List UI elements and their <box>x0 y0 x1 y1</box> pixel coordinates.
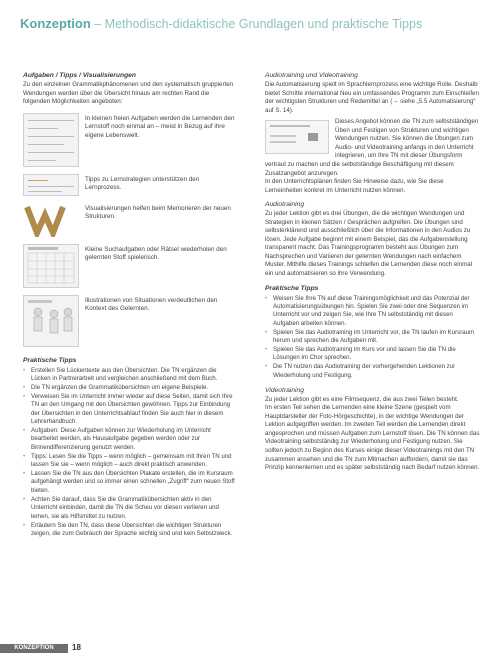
audio-box-text: Dieses Angebot können die TN zum selbstständigen Üben und Festigen von Strukturen und wichtigen Wendungen nutzen. Sie können die Übungen zum Audio- und Videotraining anfangs in den Unterricht integrieren, um Ihre TN mit dieser Übungsform vertraut zu machen und die selbstständige Beschäftigung mit diesem Zusatzangebot anzuregen. <box>265 118 479 177</box>
footer-section-tag: KONZEPTION <box>0 644 68 653</box>
list-item: • Erläutern Sie den TN, dass diese Übersichten die wichtigen Strukturen zeigen, die zum Gebrauch der Sprache wichtig sind und kein Selbstzweck. <box>23 522 235 539</box>
videotraining-text: Zu jeder Lektion gibt es eine Filmsequenz, die aus zwei Teilen besteht. Im ersten Teil sehen die Lernenden eine kleine Szene (gespielt vom Hauptdarsteller der Foto-Hörgeschichte), in der wichtige Wendungen der Lektion aufgegriffen werden. Im zweiten Teil werden die Lernenden direkt angesprochen und müssen Aufgaben zum Lernstoff lösen. Die TN können das Videotraining selbstständig zur Wiederholung und Festigung nutzen. Sie sollten jedoch zu Beginn des Kurses einige dieser Videotrainings mit den TN zusammen ansehen und die TN zum Mitmachen auffordern, damit sie das Prinzip kennenlernen und es später selbstständig nach Bedarf nutzen können. <box>265 395 480 472</box>
aufgaben-thumbnail <box>23 113 79 167</box>
grid-puzzle-icon <box>24 245 78 287</box>
list-item: • Spielen Sie das Audiotraining im Unterricht vor, die TN laufen im Kursraum herum und sprechen die Aufgaben mit. <box>265 329 480 346</box>
aufgaben-intro: Zu den einzelnen Grammatikphänomenen und den systematisch gruppierten Wendungen werden über die Übersicht hinaus am rechten Rand die folgenden Möglichkeiten angeboten: <box>23 81 234 106</box>
list-item: • Die TN ergänzen die Grammatikübersichten um eigene Beispiele. <box>23 384 235 392</box>
praktische-tipps-heading-right: Praktische Tipps <box>265 284 319 292</box>
right-column <box>265 72 480 473</box>
audio-training-thumbnail <box>265 120 329 154</box>
praktische-tipps-heading-left: Praktische Tipps <box>23 356 77 364</box>
feature-text-tipps: Tipps zu Lernstrategien unterstützen den Lernprozess. <box>85 175 200 192</box>
page-footer <box>0 644 500 653</box>
feature-visualisierung <box>23 203 235 237</box>
section-subtitle: – Methodisch-didaktische Grundlagen und praktische Tipps <box>90 17 423 31</box>
big-letter-w-icon <box>23 203 79 237</box>
feature-text-suchaufgaben: Kleine Suchaufgaben oder Rätsel wiederholen den gelernten Stoff spielerisch. <box>85 245 227 262</box>
praktische-tipps-list-right <box>265 295 480 381</box>
people-illustration-icon <box>24 296 78 346</box>
list-item: • Spielen Sie das Audiotraining im Kurs vor und lassen Sie die TN die Lösungen im Chor sprechen. <box>265 346 480 363</box>
feature-suchaufgaben <box>23 244 235 288</box>
list-item: • Die TN nutzen das Audiotraining der vorhergehenden Lektionen zur Wiederholung und Festigung. <box>265 363 480 380</box>
illustration-thumbnail <box>23 295 79 347</box>
list-item: • Verweisen Sie im Unterricht immer wieder auf diese Seiten, damit sich Ihre TN an den Umgang mit den Übersichten gewöhnen. Tipps zur Einbindung der Übersichten in den Unterrichtsablauf finden Sie auch hier in diesem Lehrerhandbuch. <box>23 393 235 427</box>
list-item: • Aufgaben: Diese Aufgaben können zur Wiederholung im Unterricht bearbeitet werden, als Hausaufgabe gegeben werden oder zur Binnendifferenzierung genutzt werden. <box>23 427 235 452</box>
tipp-thumbnail <box>23 174 79 196</box>
left-column <box>23 72 235 539</box>
feature-text-aufgaben: In kleinen freien Aufgaben werden die Lernenden den Lernstoff noch einmal an – meist in Bezug auf ihre eigene Lebenswelt. <box>85 114 235 140</box>
aufgaben-heading: Aufgaben / Tipps / Visualisierungen <box>23 72 136 79</box>
section-title: Konzeption <box>20 16 91 31</box>
list-item: • Tipps: Lesen Sie die Tipps – wenn möglich – gemeinsam mit Ihren TN und lassen Sie sie – wenn möglich – auch direkt praktisch anwenden. <box>23 453 235 470</box>
suchraetsel-thumbnail <box>23 244 79 288</box>
list-item: • Weisen Sie Ihre TN auf diese Trainingsmöglichkeit und das Potenzial der Automatisierungsübungen hin. Spielen Sie zwei oder drei Sequenzen im Unterricht vor und zeigen Sie, wie Ihre TN selbstständig mit diesen Aufgaben arbeiten können. <box>265 295 480 329</box>
list-item: • Erstellen Sie Lückentexte aus den Übersichten. Die TN ergänzen die Lücken in Partnerarbeit und vergleichen anschließend mit dem Buch. <box>23 367 235 384</box>
feature-aufgaben <box>23 113 235 167</box>
audiotraining-heading: Audiotraining <box>265 201 305 209</box>
audio-video-intro: Die Automatisierung spielt im Sprachlernprozess eine wichtige Rolle. Deshalb bietet Schritte international Neu ein umfassendes Programm zum Einschleifen der wichtigsten Strukturen und Redemittel an (→ siehe „5.5 Automatisierung“ auf S. 14). <box>265 81 479 114</box>
page-number: 18 <box>72 643 81 652</box>
videotraining-heading: Videotraining <box>265 386 304 394</box>
page-header <box>20 16 480 31</box>
feature-text-illustrationen: Illustrationen von Situationen verdeutlichen den Kontext des Gelernten. <box>85 296 218 313</box>
audiotraining-text: Zu jeder Lektion gibt es drei Übungen, die die wichtigen Wendungen und Strategien in kleinen Sätzen / Gesprächen aufgreifen. Die Übungen sind selbsterklärend und ausschließlich über die Informationen in den Audios zu lösen. Jede Aufgabe beginnt mit einem Beispiel, das die Aufgabenstellung transparent macht. Das Trainingsprogramm besteht aus Übungen zum Nachsprechen und Variieren der gelernten Wendungen nach einfachem Muster. Mithilfe dieses Trainings schleifen die Lernenden diese noch einmal ein und automatisieren so ihre Verwendung. <box>265 210 473 277</box>
feature-illustrationen <box>23 295 235 347</box>
list-item: • Lassen Sie die TN aus den Übersichten Plakate erstellen, die im Kursraum aufgehängt werden und so immer einen schnellen „Zugriff“ zum neuen Stoff bieten. <box>23 470 235 495</box>
feature-tipps <box>23 174 235 196</box>
list-item: • Achten Sie darauf, dass Sie die Grammatikübersichten aktiv in den Unterricht einbinden, damit die TN die Scheu vor diesen verlieren und lernen, sie als Hilfsmittel zu nutzen. <box>23 496 235 521</box>
praktische-tipps-list-left <box>23 367 235 539</box>
feature-text-visualisierung: Visualisierungen helfen beim Memorieren der neuen Strukturen. <box>85 204 231 221</box>
audio-video-outro: In den Unterrichtsplänen finden Sie Hinweise dazu, wie Sie diese Lerneinheiten konkret im Unterricht nutzen können. <box>265 178 444 194</box>
audio-video-heading: Audiotraining und Videotraining <box>265 72 358 79</box>
visualisierung-thumbnail <box>23 203 79 237</box>
